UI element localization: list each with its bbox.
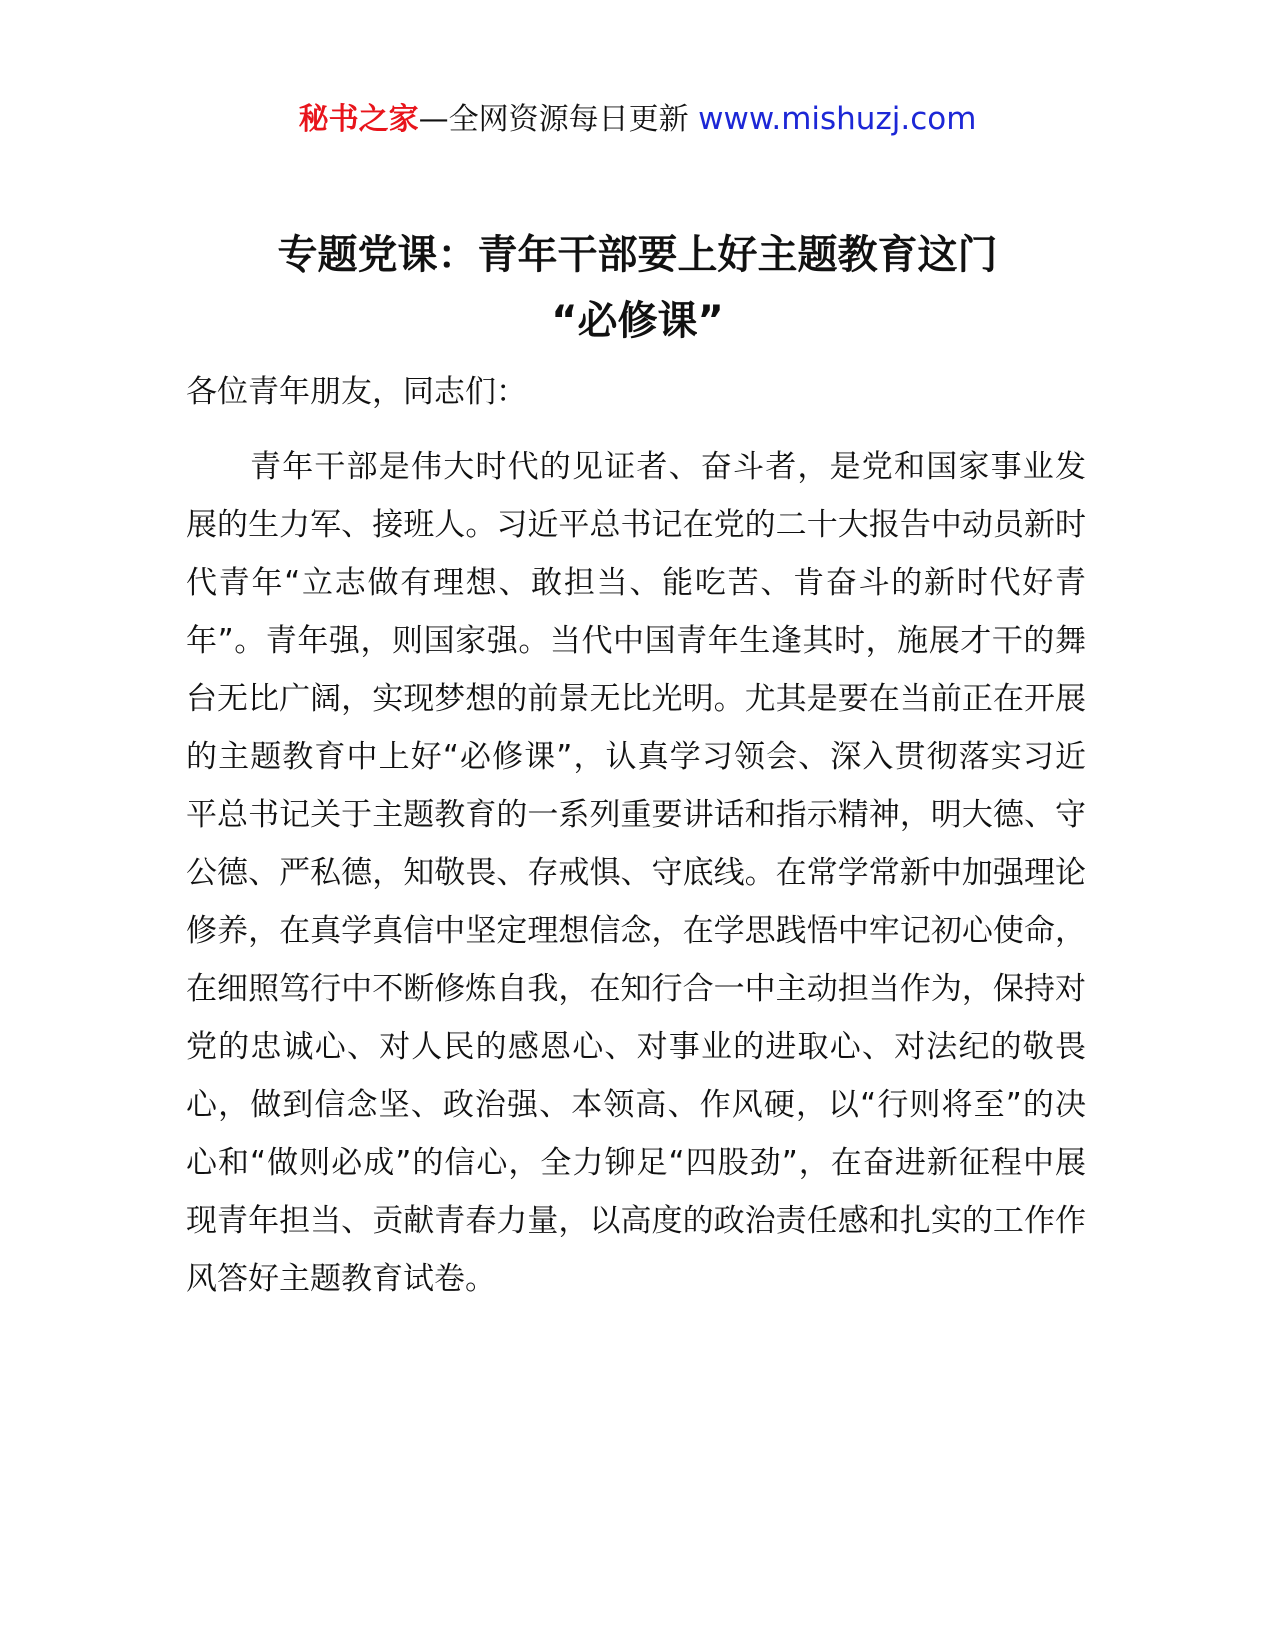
site-url-link[interactable]: www.mishuzj.com <box>698 101 977 137</box>
title-line-1: 专题党课：青年干部要上好主题教育这门 <box>277 232 998 278</box>
brand-name: 秘书之家 <box>298 102 419 137</box>
body-paragraph: 青年干部是伟大时代的见证者、奋斗者，是党和国家事业发展的生力军、接班人。习近平总书记在党的二十大报告中动员新时代青年“立志做有理想、敢担当、能吃苦、肯奋斗的新时代好青年”。青年强，则国家强。当代中国青年生逢其时，施展才干的舞台无比广阔，实现梦想的前景无比光明。尤其是要在当前正在开展的主题教育中上好“必修课”，认真学习领会、深入贯彻落实习近平总书记关于主题教育的一系列重要讲话和指示精神，明大德、守公德、严私德，知敬畏、存戒惧、守底线。在常学常新中加强理论修养，在真学真信中坚定理想信念，在学思践悟中牢记初心使命，在细照笃行中不断修炼自我，在知行合一中主动担当作为，保持对党的忠诚心、对人民的感恩心、对事业的进取心、对法纪的敬畏心，做到信念坚、政治强、本领高、作风硬，以“行则将至”的决心和“做则必成”的信心，全力铆足“四股劲”，在奋进新征程中展现青年担当、贡献青春力量，以高度的政治责任感和扎实的工作作风答好主题教育试卷。 <box>186 449 1086 1297</box>
salutation: 各位青年朋友，同志们： <box>186 374 527 410</box>
title-line-2: “必修课” <box>551 298 724 344</box>
document-title <box>180 222 1095 354</box>
header-tagline: —全网资源每日更新 <box>418 102 699 137</box>
site-header <box>0 98 1275 141</box>
